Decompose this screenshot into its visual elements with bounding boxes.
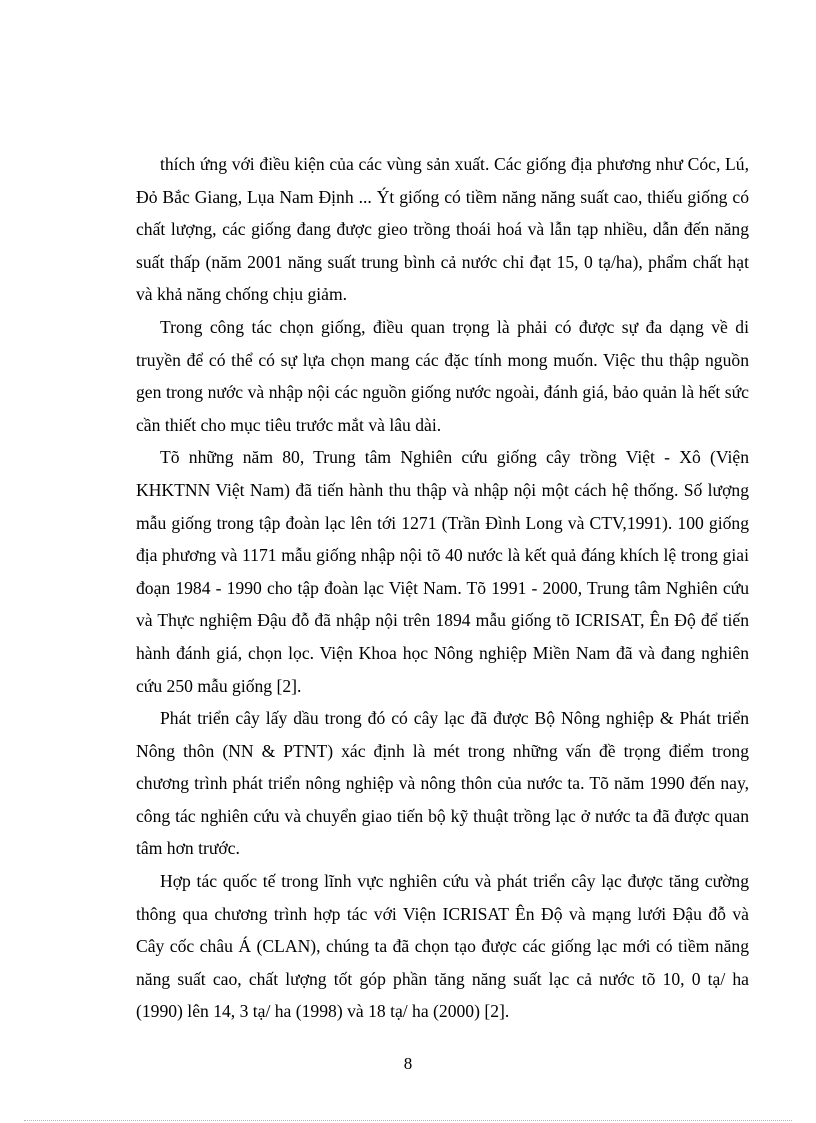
paragraph-oil-crops-policy: Phát triển cây lấy dầu trong đó có cây lạc đã được Bộ Nông nghiệp & Phát triển Nông thôn (NN & PTNT) xác định là mét trong những vấn đề trọng điểm trong chương trình phát triển nông nghiệp và nông thôn của nước ta. Tõ năm 1990 đến nay, công tác nghiên cứu và chuyển giao tiến bộ kỹ thuật trồng lạc ở nước ta đã được quan tâm hơn trước. — [136, 708, 749, 859]
paragraph-germplasm-collection: Tõ những năm 80, Trung tâm Nghiên cứu giống cây trồng Việt - Xô (Viện KHKTNN Việt Nam) đã tiến hành thu thập và nhập nội một cách hệ thống. Số lượng mẫu giống trong tập đoàn lạc lên tới 1271 (Trần Đình Long và CTV,1991). 100 giống địa phương và 1171 mẫu giống nhập nội tõ 40 nước là kết quả đáng khích lệ trong giai đoạn 1984 - 1990 cho tập đoàn lạc Việt Nam. Tõ 1991 - 2000, Trung tâm Nghiên cứu và Thực nghiệm Đậu đỗ đã nhập nội trên 1894 mẫu giống tõ ICRISAT, Ên Độ để tiến hành đánh giá, chọn lọc. Viện Khoa học Nông nghiệp Miền Nam đã và đang nghiên cứu 250 mẫu giống [2]. — [136, 447, 749, 696]
paragraph-genetic-diversity: Trong công tác chọn giống, điều quan trọng là phải có được sự đa dạng về di truyền để có thể có sự lựa chọn mang các đặc tính mong muốn. Việc thu thập nguồn gen trong nước và nhập nội các nguồn giống nước ngoài, đánh giá, bảo quản là hết sức cần thiết cho mục tiêu trước mắt và lâu dài. — [136, 316, 749, 435]
page-number: 8 — [403, 1054, 413, 1073]
page-bottom-divider — [24, 1120, 792, 1121]
document-body — [136, 148, 749, 1028]
paragraph-international-cooperation: Hợp tác quốc tế trong lĩnh vực nghiên cứu và phát triển cây lạc được tăng cường thông qua chương trình hợp tác với Viện ICRISAT Ên Độ và mạng lưới Đậu đỗ và Cây cốc châu Á (CLAN), chúng ta đã chọn tạo được các giống lạc mới có tiềm năng năng suất cao, chất lượng tốt góp phần tăng năng suất lạc cả nước tõ 10, 0 tạ/ ha (1990) lên 14, 3 tạ/ ha (1998) và 18 tạ/ ha (2000) [2]. — [136, 871, 749, 1022]
paragraph-varieties: thích ứng với điều kiện của các vùng sản xuất. Các giống địa phương như Cóc, Lú, Đỏ Bắc Giang, Lụa Nam Định ... Ýt giống có tiềm năng năng suất cao, thiếu giống có chất lượng, các giống đang được gieo trồng thoái hoá và lẫn tạp nhiều, dẫn đến năng suất thấp (năm 2001 năng suất trung bình cả nước chỉ đạt 15, 0 tạ/ha), phẩm chất hạt và khả năng chống chịu giảm. — [136, 154, 749, 305]
